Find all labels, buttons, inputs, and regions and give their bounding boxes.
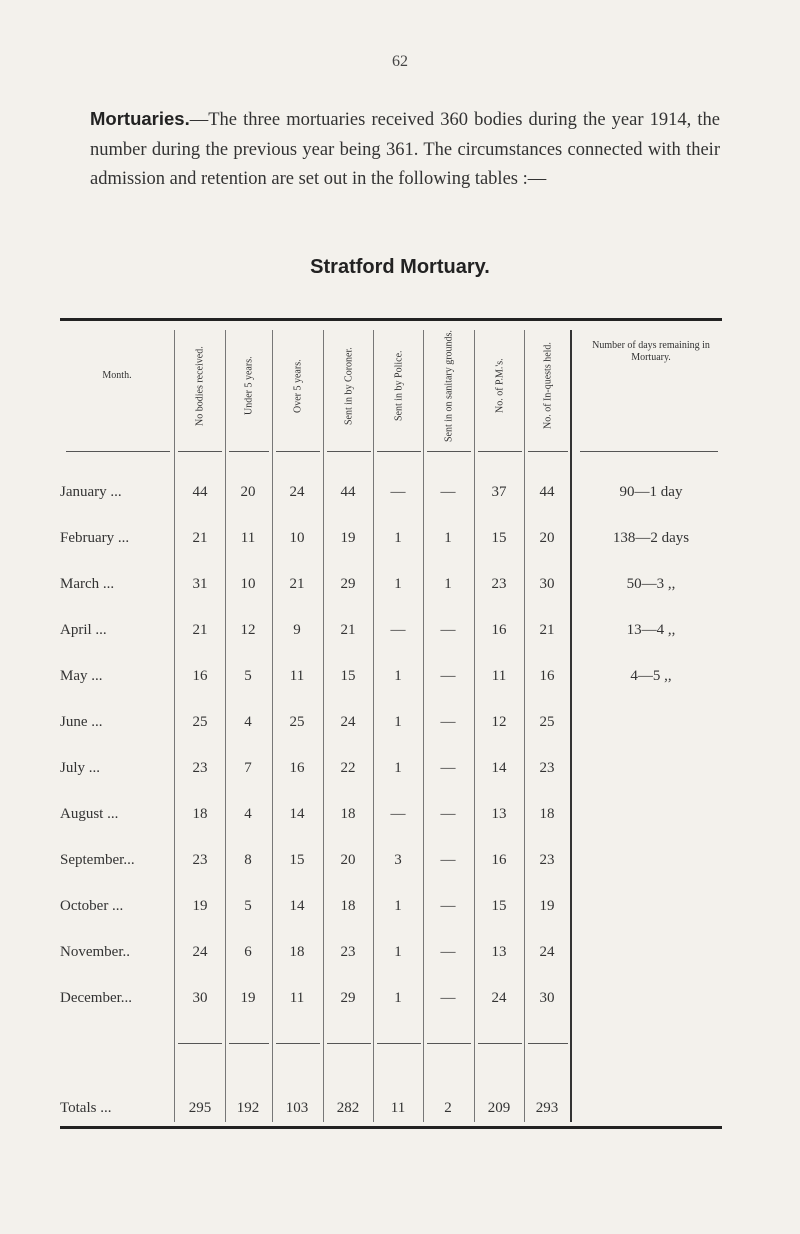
totals-rule bbox=[427, 1043, 471, 1044]
table-cell: 103 bbox=[285, 1100, 309, 1116]
table-title: Stratford Mortuary. bbox=[310, 256, 490, 278]
table-cell: 13 bbox=[491, 944, 507, 960]
table-cell: 30 bbox=[539, 990, 555, 1006]
table-cell: 21 bbox=[289, 576, 305, 592]
table-cell: — bbox=[440, 990, 456, 1006]
header-month: Month. bbox=[102, 370, 132, 381]
table-cell: 18 bbox=[539, 806, 555, 822]
table-cell: 25 bbox=[192, 714, 208, 730]
month-label: October ... bbox=[60, 898, 124, 914]
table-cell: 12 bbox=[491, 714, 507, 730]
table-cell: 16 bbox=[289, 760, 305, 776]
table-cell: 11 bbox=[289, 990, 305, 1006]
header-under-5: Under 5 years. bbox=[243, 356, 255, 416]
table-cell: 8 bbox=[244, 852, 252, 868]
table-cell: 209 bbox=[487, 1100, 511, 1116]
table-cell: 7 bbox=[244, 760, 252, 776]
table-cell: — bbox=[440, 898, 456, 914]
table-cell: 21 bbox=[539, 622, 555, 638]
table-cell: 20 bbox=[340, 852, 356, 868]
table-cell: 19 bbox=[192, 898, 208, 914]
table-cell: 2 bbox=[444, 1100, 452, 1116]
table-cell: 19 bbox=[240, 990, 256, 1006]
table-row bbox=[0, 710, 800, 734]
table-cell: 6 bbox=[244, 944, 252, 960]
days-remaining-item: 138—2 days bbox=[612, 530, 690, 546]
table-cell: 44 bbox=[539, 484, 555, 500]
table-cell: 1 bbox=[444, 530, 452, 546]
table-cell: 192 bbox=[236, 1100, 260, 1116]
table-row bbox=[0, 940, 800, 964]
table-row bbox=[0, 756, 800, 780]
header-underline bbox=[327, 451, 371, 452]
intro-paragraph bbox=[90, 104, 720, 195]
days-remaining-item: 90—1 day bbox=[619, 484, 683, 500]
table-cell: 15 bbox=[340, 668, 356, 684]
table-row bbox=[0, 894, 800, 918]
table-cell: 24 bbox=[289, 484, 305, 500]
table-cell: 16 bbox=[192, 668, 208, 684]
header-days-remaining: Number of days remaining in Mortuary. bbox=[592, 340, 710, 363]
table-cell: 16 bbox=[539, 668, 555, 684]
table-cell: 5 bbox=[244, 898, 252, 914]
totals-label: Totals ... bbox=[60, 1100, 112, 1116]
table-cell: 23 bbox=[491, 576, 507, 592]
table-cell: 29 bbox=[340, 990, 356, 1006]
header-underline bbox=[377, 451, 421, 452]
table-cell: 23 bbox=[340, 944, 356, 960]
table-cell: — bbox=[390, 806, 406, 822]
table-cell: — bbox=[440, 760, 456, 776]
table-cell: 11 bbox=[240, 530, 256, 546]
month-label: April ... bbox=[60, 622, 107, 638]
table-cell: 23 bbox=[192, 760, 208, 776]
table-cell: 18 bbox=[340, 806, 356, 822]
table-cell: 5 bbox=[244, 668, 252, 684]
table-cell: 1 bbox=[444, 576, 452, 592]
month-label: May ... bbox=[60, 668, 103, 684]
table-cell: 11 bbox=[289, 668, 305, 684]
days-remaining-item: 50—3 ,, bbox=[626, 576, 676, 592]
table-cell: — bbox=[440, 668, 456, 684]
table-cell: 18 bbox=[289, 944, 305, 960]
table-cell: 14 bbox=[289, 898, 305, 914]
table-cell: 24 bbox=[340, 714, 356, 730]
table-cell: — bbox=[390, 622, 406, 638]
table-cell: 44 bbox=[340, 484, 356, 500]
table-cell: 15 bbox=[491, 898, 507, 914]
table-cell: 1 bbox=[394, 760, 402, 776]
table-cell: 11 bbox=[390, 1100, 406, 1116]
intro-text: —The three mortuaries received 360 bodies during the year 1914, the number during the previous year being 361. The circumstances connected with their admission and retention are set out in the following tables :— bbox=[90, 110, 720, 189]
header-underline bbox=[528, 451, 568, 452]
table-cell: 1 bbox=[394, 668, 402, 684]
header-bodies-received: No bodies received. bbox=[194, 346, 206, 426]
table-cell: 16 bbox=[491, 852, 507, 868]
table-cell: 13 bbox=[491, 806, 507, 822]
totals-row bbox=[0, 1096, 800, 1120]
table-cell: 14 bbox=[289, 806, 305, 822]
header-coroner: Sent in by Coroner. bbox=[343, 347, 355, 425]
table-cell: — bbox=[440, 622, 456, 638]
table-cell: 11 bbox=[491, 668, 507, 684]
header-pms: No. of P.M.'s. bbox=[494, 358, 506, 414]
table-cell: 9 bbox=[293, 622, 301, 638]
header-over-5: Over 5 years. bbox=[292, 359, 304, 413]
table-cell: 44 bbox=[192, 484, 208, 500]
table-row bbox=[0, 802, 800, 826]
table-cell: 25 bbox=[289, 714, 305, 730]
table-cell: 1 bbox=[394, 944, 402, 960]
table-cell: 24 bbox=[539, 944, 555, 960]
table-cell: 24 bbox=[491, 990, 507, 1006]
table-cell: 3 bbox=[394, 852, 402, 868]
table-bottom-rule bbox=[60, 1126, 722, 1129]
table-cell: 30 bbox=[539, 576, 555, 592]
table-cell: 4 bbox=[244, 806, 252, 822]
table-cell: 16 bbox=[491, 622, 507, 638]
intro-heading: Mortuaries. bbox=[90, 108, 190, 129]
table-cell: 12 bbox=[240, 622, 256, 638]
table-cell: 20 bbox=[539, 530, 555, 546]
table-cell: 1 bbox=[394, 990, 402, 1006]
table-cell: 18 bbox=[340, 898, 356, 914]
header-underline bbox=[478, 451, 522, 452]
table-cell: 30 bbox=[192, 990, 208, 1006]
table-cell: 21 bbox=[340, 622, 356, 638]
table-cell: 10 bbox=[289, 530, 305, 546]
month-label: September... bbox=[60, 852, 135, 868]
table-cell: 19 bbox=[340, 530, 356, 546]
table-cell: 24 bbox=[192, 944, 208, 960]
header-underline bbox=[229, 451, 269, 452]
table-top-rule bbox=[60, 318, 722, 321]
header-underline bbox=[178, 451, 222, 452]
table-row bbox=[0, 848, 800, 872]
table-cell: — bbox=[390, 484, 406, 500]
table-cell: 1 bbox=[394, 898, 402, 914]
month-label: February ... bbox=[60, 530, 130, 546]
page-number: 62 bbox=[392, 53, 408, 70]
totals-rule bbox=[377, 1043, 421, 1044]
table-cell: 1 bbox=[394, 576, 402, 592]
totals-rule bbox=[327, 1043, 371, 1044]
days-remaining-item: 13—4 ,, bbox=[626, 622, 676, 638]
table-cell: 37 bbox=[491, 484, 507, 500]
table-cell: 4 bbox=[244, 714, 252, 730]
month-label: December... bbox=[60, 990, 133, 1006]
header-inquests: No. of In-quests held. bbox=[542, 342, 554, 430]
days-remaining-item: 4—5 ,, bbox=[630, 668, 672, 684]
totals-rule bbox=[229, 1043, 269, 1044]
totals-rule bbox=[478, 1043, 522, 1044]
table-cell: 295 bbox=[188, 1100, 212, 1116]
table-cell: 23 bbox=[539, 852, 555, 868]
table-cell: 19 bbox=[539, 898, 555, 914]
table-cell: 15 bbox=[491, 530, 507, 546]
totals-rule bbox=[276, 1043, 320, 1044]
table-row bbox=[0, 986, 800, 1010]
header-underline bbox=[276, 451, 320, 452]
table-cell: — bbox=[440, 714, 456, 730]
table-cell: — bbox=[440, 852, 456, 868]
table-cell: 31 bbox=[192, 576, 208, 592]
totals-rule bbox=[528, 1043, 568, 1044]
table-cell: 29 bbox=[340, 576, 356, 592]
header-police: Sent in by Police. bbox=[393, 350, 405, 422]
header-sanitary: Sent in on sanitary grounds. bbox=[443, 330, 455, 442]
month-label: July ... bbox=[60, 760, 101, 776]
table-cell: 18 bbox=[192, 806, 208, 822]
table-cell: 20 bbox=[240, 484, 256, 500]
table-cell: 293 bbox=[535, 1100, 559, 1116]
table-cell: — bbox=[440, 944, 456, 960]
table-cell: 21 bbox=[192, 530, 208, 546]
table-cell: — bbox=[440, 806, 456, 822]
header-underline bbox=[66, 451, 170, 452]
table-cell: 22 bbox=[340, 760, 356, 776]
table-cell: 21 bbox=[192, 622, 208, 638]
header-underline bbox=[580, 451, 718, 452]
table-cell: — bbox=[440, 484, 456, 500]
header-underline bbox=[427, 451, 471, 452]
table-cell: 10 bbox=[240, 576, 256, 592]
month-label: November.. bbox=[60, 944, 130, 960]
table-cell: 282 bbox=[336, 1100, 360, 1116]
table-cell: 1 bbox=[394, 530, 402, 546]
totals-rule bbox=[178, 1043, 222, 1044]
month-label: August ... bbox=[60, 806, 119, 822]
table-cell: 14 bbox=[491, 760, 507, 776]
table-cell: 1 bbox=[394, 714, 402, 730]
table-cell: 23 bbox=[192, 852, 208, 868]
month-label: January ... bbox=[60, 484, 122, 500]
month-label: March ... bbox=[60, 576, 115, 592]
table-cell: 15 bbox=[289, 852, 305, 868]
month-label: June ... bbox=[60, 714, 103, 730]
table-cell: 25 bbox=[539, 714, 555, 730]
table-cell: 23 bbox=[539, 760, 555, 776]
